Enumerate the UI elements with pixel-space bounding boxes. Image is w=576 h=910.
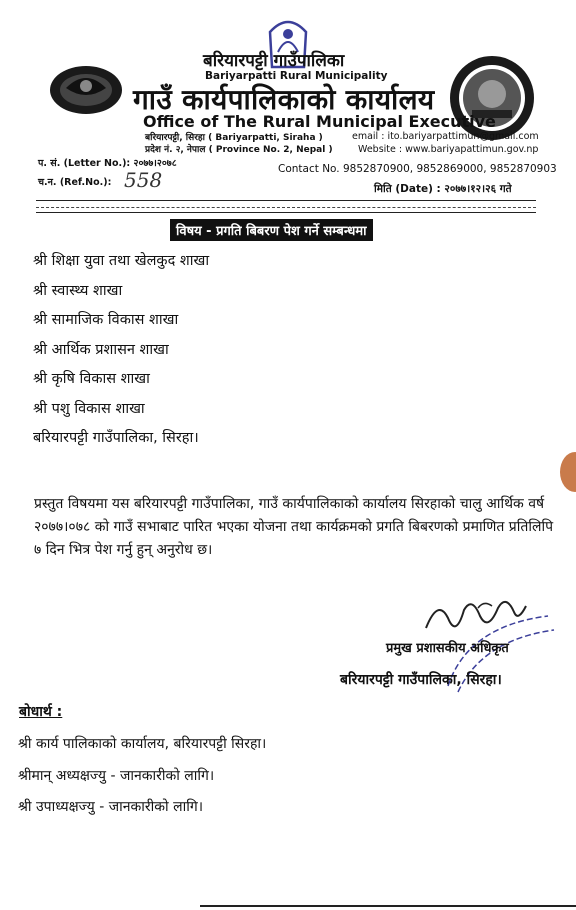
header-divider-dashed bbox=[36, 207, 536, 208]
address-line-2: प्रदेश नं. २, नेपाल ( Province No. 2, Nepal ) bbox=[145, 145, 333, 155]
municipality-name-english: Bariyarpatti Rural Municipality bbox=[205, 70, 388, 82]
office-name-english: Office of The Rural Municipal Executive bbox=[143, 112, 496, 131]
scan-edge-artifact bbox=[560, 452, 576, 492]
contact-numbers: Contact No. 9852870900, 9852869000, 9852870903 bbox=[278, 163, 557, 175]
cc-item: श्री कार्य पालिकाको कार्यालय, बरियारपट्टी सिरहा। bbox=[18, 736, 267, 752]
recipient-item: श्री शिक्षा युवा तथा खेलकुद शाखा bbox=[33, 253, 210, 269]
recipient-item: श्री सामाजिक विकास शाखा bbox=[33, 312, 179, 328]
letter-date: मिति (Date) : २०७७।१२।२६ गते bbox=[374, 183, 512, 195]
website-text: Website : www.bariyapattimun.gov.np bbox=[358, 144, 539, 155]
recipient-item: श्री पशु विकास शाखा bbox=[33, 400, 145, 417]
letter-number: प. सं. (Letter No.): २०७७।२०७८ bbox=[38, 158, 177, 169]
reference-number-label: च.न. (Ref.No.): bbox=[38, 177, 112, 188]
signatory-office: बरियारपट्टी गाउँपालिका, सिरहा। bbox=[340, 672, 502, 688]
nepal-emblem-icon bbox=[46, 58, 126, 118]
reference-number-handwritten: 558 bbox=[124, 168, 163, 192]
header-divider-bottom bbox=[36, 212, 536, 213]
footer-divider bbox=[200, 905, 576, 907]
signatory-title: प्रमुख प्रशासकीय अधिकृत bbox=[386, 641, 509, 656]
email-text: email : ito.bariyarpattimun@gmail.com bbox=[352, 131, 539, 142]
recipient-item: बरियारपट्टी गाउँपालिका, सिरहा। bbox=[33, 430, 199, 446]
office-name-nepali: गाउँ कार्यपालिकाको कार्यालय bbox=[133, 83, 435, 116]
address-line-1: बरियारपट्टी, सिरहा ( Bariyarpatti, Siraha ) bbox=[145, 133, 323, 143]
subject-line: विषय - प्रगति बिबरण पेश गर्ने सम्बन्धमा bbox=[170, 219, 373, 241]
municipality-name-nepali: बरियारपट्टी गाउँपालिका bbox=[203, 51, 345, 71]
cc-item: श्रीमान् अध्यक्षज्यु - जानकारीको लागि। bbox=[18, 768, 215, 784]
cc-item: श्री उपाध्यक्षज्यु - जानकारीको लागि। bbox=[18, 799, 204, 815]
recipient-item: श्री कृषि विकास शाखा bbox=[33, 371, 150, 387]
cc-heading: बोधार्थ : bbox=[19, 704, 63, 720]
recipient-item: श्री आर्थिक प्रशासन शाखा bbox=[33, 341, 169, 358]
recipient-item: श्री स्वास्थ्य शाखा bbox=[33, 282, 123, 299]
header-divider bbox=[36, 200, 536, 201]
recipient-list bbox=[33, 250, 209, 457]
letter-body: प्रस्तुत विषयमा यस बरियारपट्टी गाउँपालिका, गाउँ कार्यपालिकाको कार्यालय सिरहाको चालु आर्थिक वर्ष २०७७।०७८ को गाउँ सभाबाट पारित भएका योजना तथा कार्यक्रमको प्रगति बिबरणको प्रमाणित प्रतिलिपि ७ दिन भित्र पेश गर्नु हुन् अनुरोध छ। bbox=[34, 496, 554, 558]
